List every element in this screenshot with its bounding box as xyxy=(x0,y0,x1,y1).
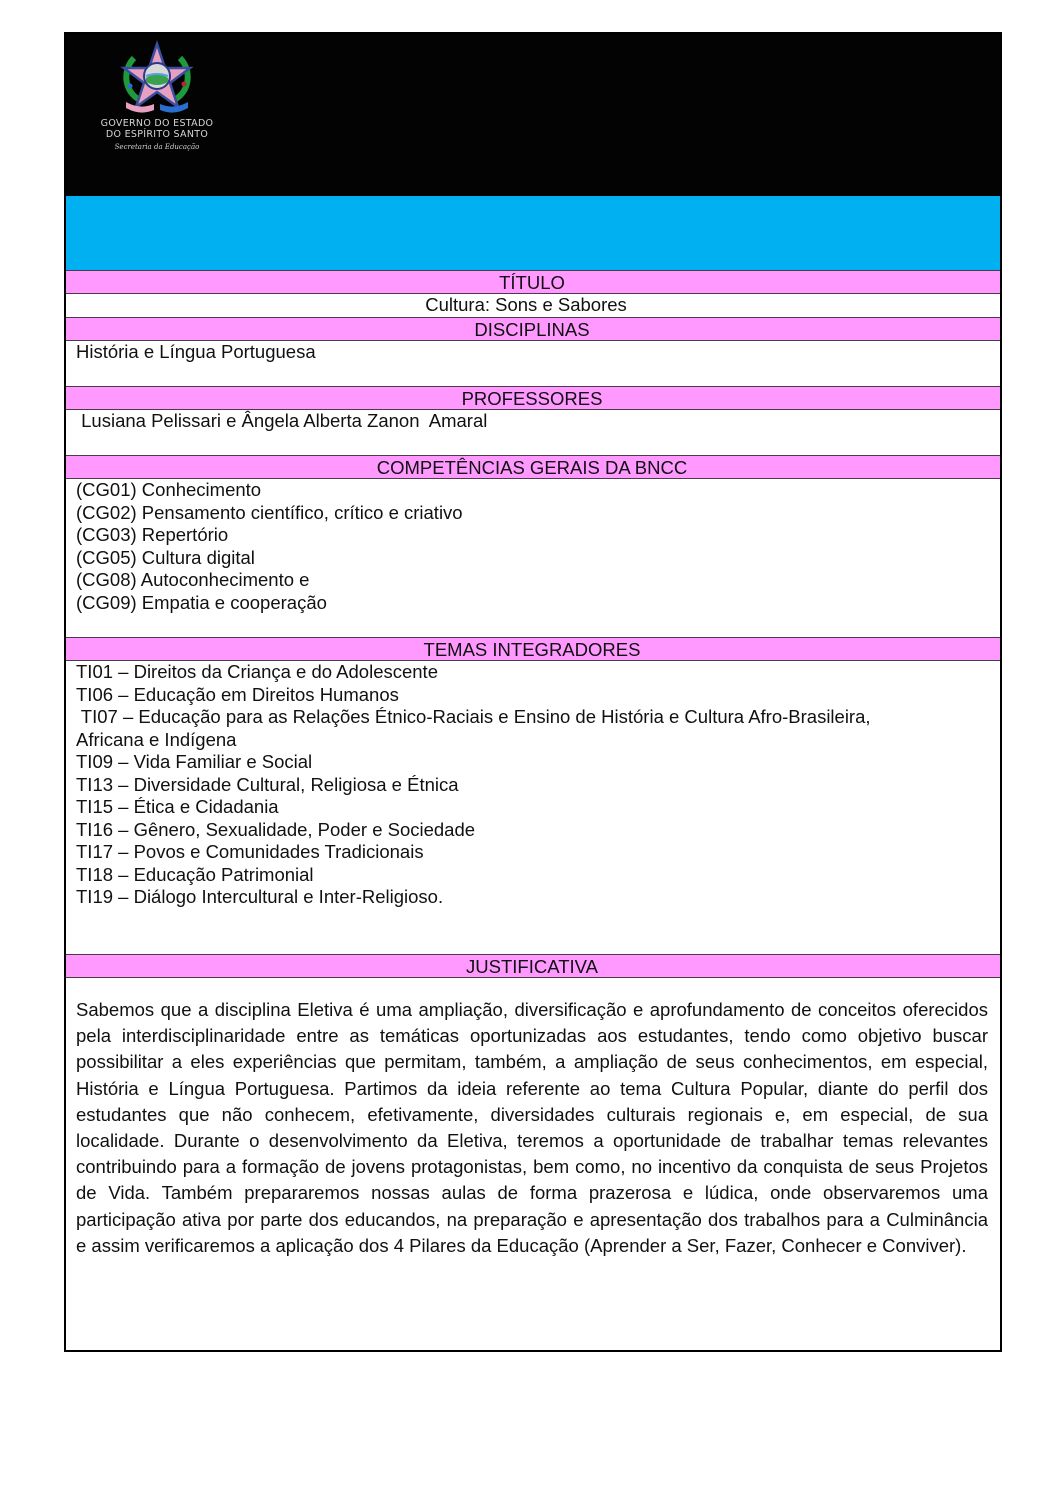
competencias-list xyxy=(64,479,1000,637)
titulo-value: Cultura: Sons e Sabores xyxy=(64,294,1000,317)
tema-item: TI13 – Diversidade Cultural, Religiosa e Étnica xyxy=(76,773,459,795)
section-header-disciplinas: DISCIPLINAS xyxy=(64,317,1000,341)
section-header-temas: TEMAS INTEGRADORES xyxy=(64,637,1000,661)
competencia-item: (CG05) Cultura digital xyxy=(76,546,255,568)
competencia-item: (CG08) Autoconhecimento e xyxy=(76,569,310,590)
logo-line-1: GOVERNO DO ESTADO xyxy=(100,118,214,129)
tema-item: TI18 – Educação Patrimonial xyxy=(76,863,314,885)
section-header-professores: PROFESSORES xyxy=(64,386,1000,410)
justificativa-cell xyxy=(64,978,1000,1350)
tema-item-continuation: Africana e Indígena xyxy=(76,728,237,750)
government-logo xyxy=(92,40,222,151)
temas-list xyxy=(64,661,1000,954)
tema-item: TI09 – Vida Familiar e Social xyxy=(76,751,313,772)
section-header-justificativa: JUSTIFICATIVA xyxy=(64,954,1000,978)
title-band xyxy=(64,196,1000,271)
tema-item: TI06 – Educação em Direitos Humanos xyxy=(76,683,399,705)
tema-item: TI17 – Povos e Comunidades Tradicionais xyxy=(76,841,424,862)
tema-item: TI07 – Educação para as Relações Étnico-Raciais e Ensino de História e Cultura Afro-Brasileira, xyxy=(76,706,871,727)
tema-item: TI19 – Diálogo Intercultural e Inter-Religioso. xyxy=(76,886,444,907)
competencia-item: (CG09) Empatia e cooperação xyxy=(76,591,327,613)
tema-item: TI15 – Ética e Cidadania xyxy=(76,796,279,817)
tema-item: TI16 – Gênero, Sexualidade, Poder e Sociedade xyxy=(76,818,476,840)
tema-item: TI01 – Direitos da Criança e do Adolescente xyxy=(76,661,438,682)
logo-line-2: DO ESPÍRITO SANTO xyxy=(105,129,209,140)
logo-subtitle: Secretaria da Educação xyxy=(114,143,200,151)
professores-value: Lusiana Pelissari e Ângela Alberta Zanon Amaral xyxy=(64,410,1000,455)
competencia-item: (CG03) Repertório xyxy=(76,524,229,545)
section-header-titulo: TÍTULO xyxy=(64,270,1000,294)
coat-of-arms-icon xyxy=(112,40,202,118)
document-header xyxy=(64,32,1000,196)
competencia-item: (CG02) Pensamento científico, crítico e criativo xyxy=(76,501,463,523)
competencia-item: (CG01) Conhecimento xyxy=(76,479,262,500)
justificativa-text: Sabemos que a disciplina Eletiva é uma ampliação, diversificação e aprofundamento de conceitos oferecidos pela interdisciplinaridade entre as temáticas oportunizadas aos estudantes, tendo como objetivo buscar possibilitar a eles experiências que permitam, também, a ampliação de seus conhecimentos, em especial, História e Língua Portuguesa. Partimos da ideia referente ao tema Cultura Popular, diante do perfil dos estudantes que não conhecem, efetivamente, diversidades culturais regionais e, em especial, de sua localidade. Durante o desenvolvimento da Eletiva, teremos a oportunidade de trabalhar temas relevantes contribuindo para a formação de jovens protagonistas, bem como, no incentivo da conquista de seus Projetos de Vida. Também prepararemos nossas aulas de forma prazerosa e lúdica, onde observaremos uma participação ativa por parte dos educandos, na preparação e apresentação dos trabalhos para a Culminância e assim verificaremos a aplicação dos 4 Pilares da Educação (Aprender a Ser, Fazer, Conhecer e Conviver). xyxy=(76,999,988,1256)
disciplinas-value: História e Língua Portuguesa xyxy=(64,341,1000,386)
section-header-competencias: COMPETÊNCIAS GERAIS DA BNCC xyxy=(64,455,1000,479)
